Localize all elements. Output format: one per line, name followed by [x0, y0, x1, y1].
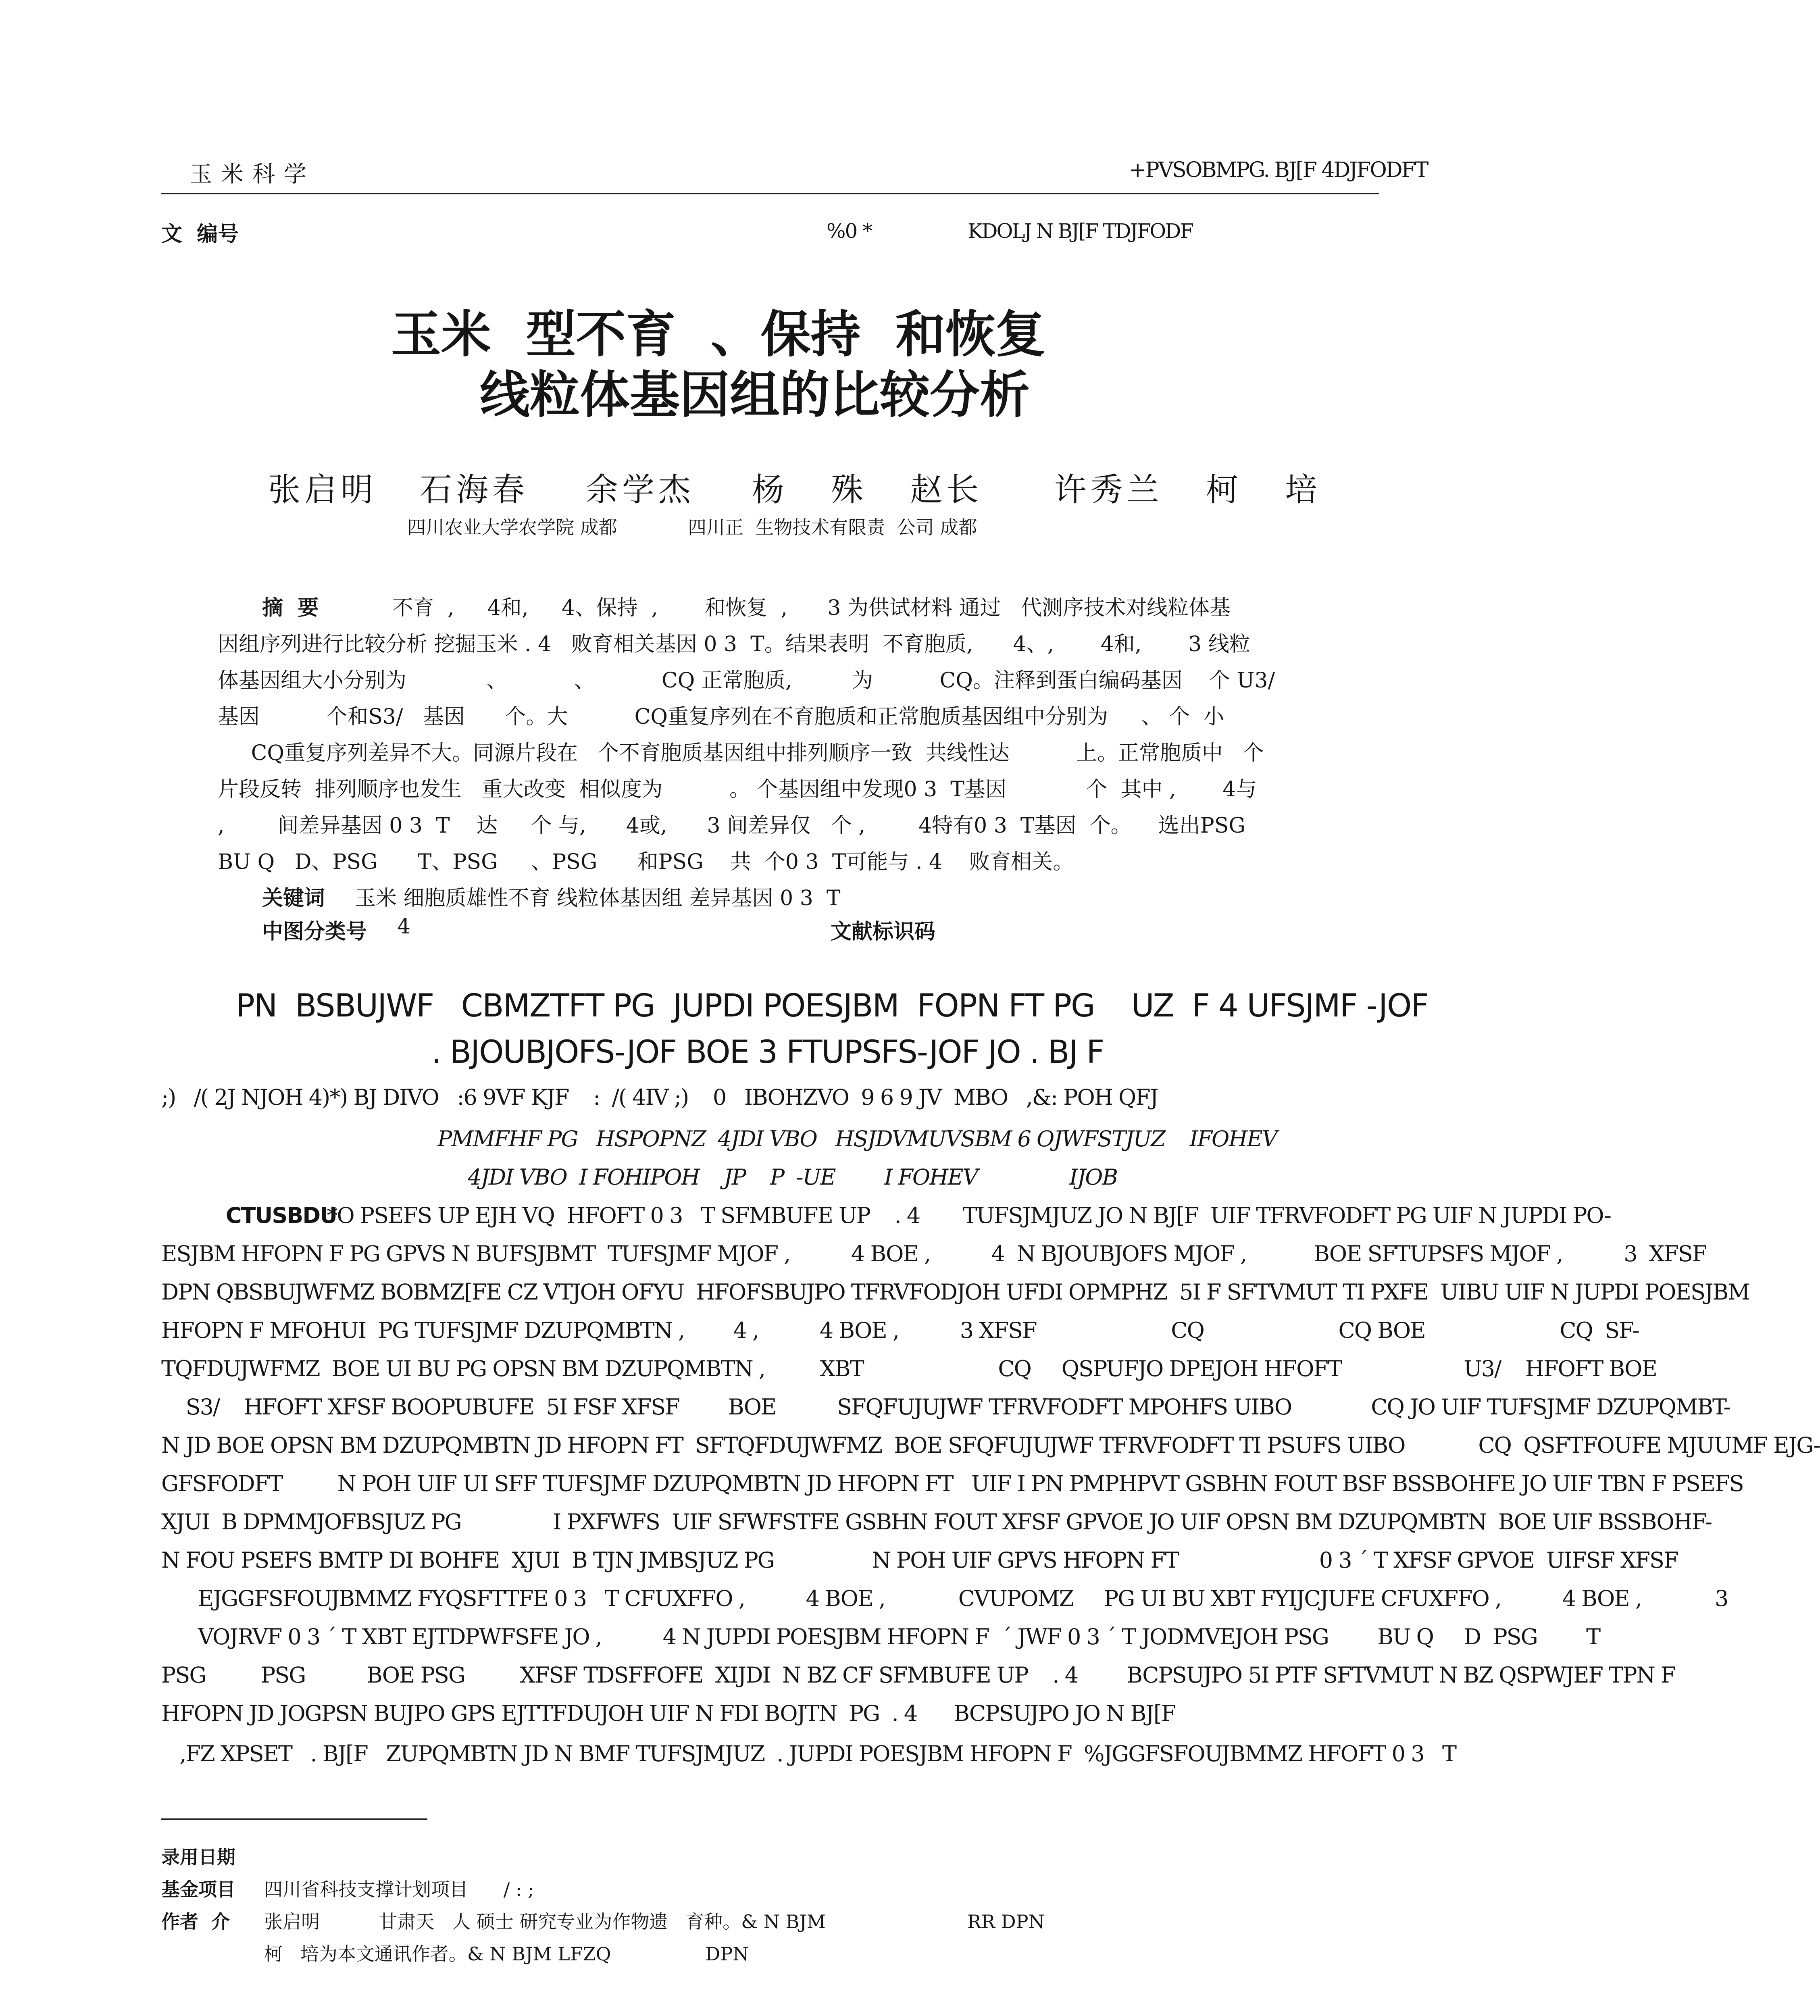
received-date-label: 录用日期	[161, 1846, 235, 1868]
affiliations-cn: 四川农业大学农学院 成都 四川正 生物技术有限责 公司 成都	[407, 516, 977, 538]
doi-value: KDOLJ N BJ[F TDJFODF	[968, 219, 1193, 243]
abstract-en-line: EJGGFSFOUJBMMZ FYQSFTTFE 0 3 T CFUXFFO , 4 BOE , CVUPOMZ PG UI BU XBT FYIJCJUFE CFUXFFO , 4 BOE , 3	[161, 1586, 1728, 1611]
abstract-en-line: XJUI B DPMMJOFBSJUZ PG I PXFWFS UIF SFWFSTFE GSBHN FOUT XFSF GPVOE JO UIF OPSN BM DZUPQMBTN BOE UIF BSSBOHF-	[161, 1509, 1712, 1535]
authors-cn: 张启明 石海春 余学杰 杨 殊 赵长 许秀兰 柯 培	[268, 471, 1322, 508]
title-line-1: 玉米 型不育 、保持 和恢复	[391, 306, 1046, 364]
abstract-cn-line: 片段反转 排列顺序也发生 重大改变 相似度为 。 个基因组中发现0 3 T基因 个 其中 , 4与	[218, 777, 1257, 802]
article-number-label: 文 编号	[161, 222, 239, 246]
authors-en: ;) /( 2J NJOH 4)*) BJ DIVO :6 9VF KJF : /( 4IV ;) 0 IBOHZVO 9 6 9 JV MBO ,&: POH QFJ	[161, 1085, 1158, 1110]
abstract-cn-line: 不育 , 4和, 4、保持 , 和恢复 , 3 为供试材料 通过 代测序技术对线粒体基	[359, 596, 1231, 620]
keywords-cn-label: 关键词	[262, 886, 325, 910]
abstract-en-label: CTUSBDU	[226, 1203, 337, 1228]
journal-latin-name: +PVSOBMPG. BJ[F 4DJFODFT	[1129, 158, 1428, 182]
fund-label: 基金项目	[161, 1879, 235, 1900]
abstract-en-line: N JD BOE OPSN BM DZUPQMBTN JD HFOPN FT SFTQFDUJWFMZ BOE SFQFUJUJWF TFRVFODFT TI PSUFS UIBO CQ QSFTFOUFE MJUUMF EJG-	[161, 1433, 1820, 1458]
affiliation-en: PMMFHF PG HSPOPNZ 4JDI VBO HSJDVMUVSBM 6 OJWFSTJUZ IFOHEV	[437, 1126, 1277, 1152]
header-rule	[161, 193, 1379, 194]
fund-text: 四川省科技支撑计划项目 / : ;	[264, 1879, 534, 1900]
abstract-cn-line: 基因 个和S3/ 基因 个。大 CQ重复序列在不育胞质和正常胞质基因组中分别为 、 个 小	[218, 705, 1224, 729]
title-en-line-2: . BJOUBJOFS-JOF BOE 3 FTUPSFS-JOF JO . BJ F	[431, 1034, 1104, 1070]
author-intro-text: 张启明 甘肃天 人 硕士 研究专业为作物遗 育种。& N BJM RR DPN	[264, 1911, 1045, 1933]
keywords-cn: 玉米 细胞质雄性不育 线粒体基因组 差异基因 0 3 T	[355, 886, 841, 910]
clc-label: 中图分类号	[262, 920, 367, 944]
abstract-en-line: *O PSEFS UP EJH VQ HFOFT 0 3 T SFMBUFE UP . 4 TUFSJMJUZ JO N BJ[F UIF TFRVFODFT PG UIF N JUPDI PO-	[314, 1203, 1611, 1228]
abstract-en-line: GFSFODFT N POH UIF UI SFF TUFSJMF DZUPQMBTN JD HFOPN FT UIF I PN PMPHPVT GSBHN FOUT BSF BSSBOHFE JO UIF TBN F PSEFS	[161, 1471, 1743, 1496]
affiliation-en: 4JDI VBO I FOHIPOH JP P -UE I FOHEV IJOB	[468, 1164, 1118, 1190]
doi-label: %0 *	[827, 219, 872, 243]
abstract-en-line: DPN QBSBUJWFMZ BOBMZ[FE CZ VTJOH OFYU HFOFSBUJPO TFRVFODJOH UFDI OPMPHZ 5I F SFTVMUT TI PXFE UIBU UIF N JUPDI POESJBM	[161, 1279, 1749, 1305]
clc-value: 4	[397, 914, 411, 939]
keywords-en: ,FZ XPSET . BJ[F ZUPQMBTN JD N BMF TUFSJMJUZ . JUPDI POESJBM HFOPN F %JGGFSFOUJBMMZ HFOFT 0 3 T	[161, 1741, 1456, 1766]
abstract-en-line: PSG PSG BOE PSG XFSF TDSFFOFE XIJDI N BZ CF SFMBUFE UP . 4 BCPSUJPO 5I PTF SFTVMUT N BZ QSPWJEF TPN F	[161, 1662, 1675, 1688]
abstract-cn-line: , 间差异基因 0 3 T 达 个 与, 4或, 3 间差异仅 个 , 4特有0 3 T基因 个。 选出PSG	[218, 814, 1245, 838]
abstract-en-line: S3/ HFOFT XFSF BOOPUBUFE 5I FSF XFSF BOE SFQFUJUJWF TFRVFODFT MPOHFS UIBO CQ JO UIF TUFSJMF DZUPQMBT-	[161, 1394, 1730, 1420]
author-intro-label: 作者 介	[161, 1911, 230, 1933]
title-line-2: 线粒体基因组的比较分析	[480, 366, 1030, 424]
abstract-cn-line: 体基因组大小分别为 、 、 CQ 正常胞质, 为 CQ。注释到蛋白编码基因 个 U3/	[218, 669, 1275, 693]
corresponding-author-text: 柯 培为本文通讯作者。& N BJM LFZQ DPN	[264, 1943, 749, 1965]
abstract-en-line: ESJBM HFOPN F PG GPVS N BUFSJBMT TUFSJMF MJOF , 4 BOE , 4 N BJOUBJOFS MJOF , BOE SFTUPSFS MJOF , 3 XFSF	[161, 1241, 1707, 1266]
footnote-rule	[161, 1818, 427, 1820]
abstract-en-line: HFOPN JD JOGPSN BUJPO GPS EJTTFDUJOH UIF N FDI BOJTN PG . 4 BCPSUJPO JO N BJ[F	[161, 1701, 1176, 1726]
abstract-en-line: VOJRVF 0 3 ´ T XBT EJTDPWFSFE JO , 4 N JUPDI POESJBM HFOPN F ´ JWF 0 3 ´ T JODMVEJOH PSG BU Q D PSG T	[161, 1624, 1600, 1649]
abstract-en-line: HFOPN F MFOHUI PG TUFSJMF DZUPQMBTN , 4 , 4 BOE , 3 XFSF CQ CQ BOE CQ SF-	[161, 1318, 1639, 1343]
abstract-en-line: TQFDUJWFMZ BOE UI BU PG OPSN BM DZUPQMBTN , XBT CQ QSPUFJO DPEJOH HFOFT U3/ HFOFT BOE	[161, 1356, 1657, 1381]
abstract-en-line: N FOU PSEFS BMTP DI BOHFE XJUI B TJN JMBSJUZ PG N POH UIF GPVS HFOPN FT 0 3 ´ T XFSF GPVOE UIFSF XFSF	[161, 1547, 1678, 1573]
title-en-line-1: PN BSBUJWF CBMZTFT PG JUPDI POESJBM FOPN FT PG UZ F 4 UFSJMF -JOF	[236, 988, 1429, 1024]
abstract-cn-line: CQ重复序列差异不大。同源片段在 个不育胞质基因组中排列顺序一致 共线性达 上。正常胞质中 个	[218, 741, 1264, 765]
journal-name: 玉米科学	[189, 161, 315, 187]
abstract-cn-label: 摘 要	[262, 596, 319, 620]
abstract-cn-line: 因组序列进行比较分析 挖掘玉米 . 4 败育相关基因 0 3 T。结果表明 不育胞质, 4、, 4和, 3 线粒	[218, 632, 1250, 656]
abstract-cn-line: BU Q D、PSG T、PSG 、PSG 和PSG 共 个0 3 T可能与 . 4 败育相关。	[218, 850, 1074, 874]
doc-code-label: 文献标识码	[831, 920, 936, 944]
